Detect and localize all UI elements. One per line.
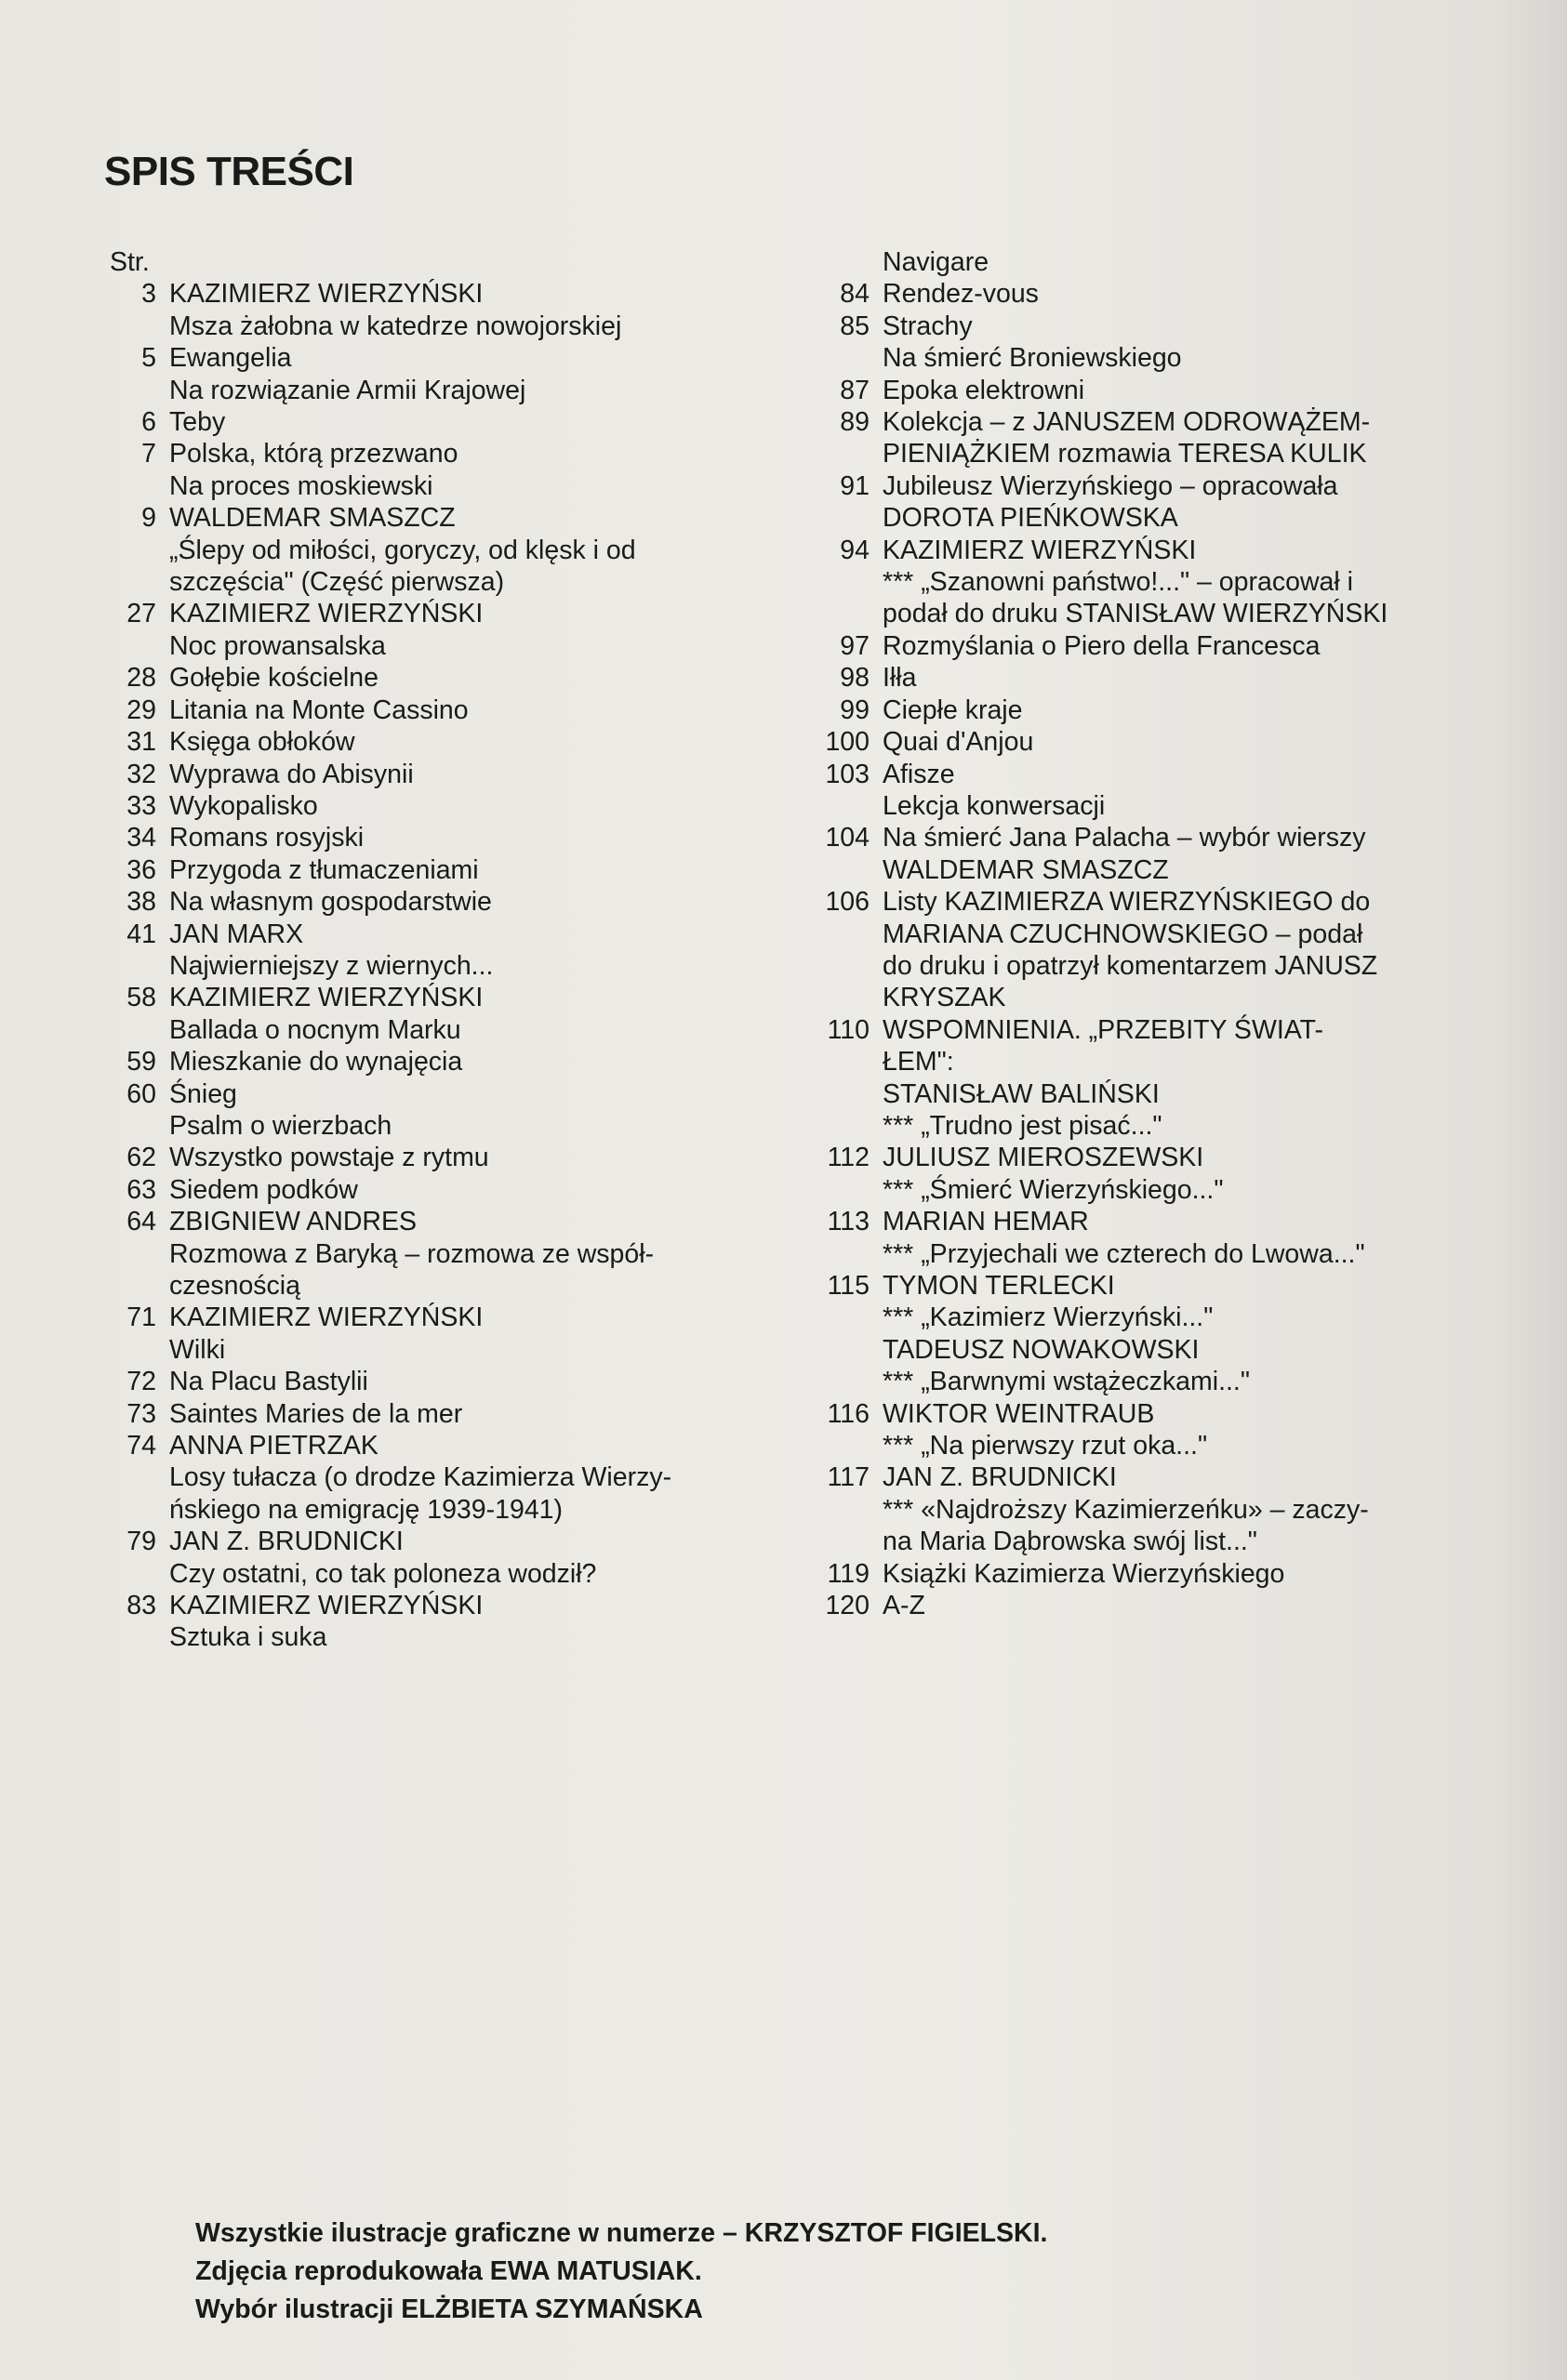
toc-entry [110,822,789,853]
toc-entry [818,470,1488,502]
toc-entry [818,1366,1488,1397]
toc-page-number: 89 [840,407,870,438]
toc-entry-text: JAN MARX [169,919,304,949]
toc-entry-text: Navigare [883,247,989,277]
toc-entry-text: *** „Na pierwszy rzut oka..." [883,1431,1208,1461]
credit-line: Wybór ilustracji ELŻBIETA SZYMAŃSKA [195,2294,703,2324]
toc-page-number: 103 [825,759,870,789]
toc-page-number: 94 [840,535,870,565]
toc-entry-text: ŁEM": [883,1047,954,1078]
toc-entry [110,535,789,566]
toc-entry [110,950,789,982]
toc-page-number [110,470,169,502]
toc-entry [818,919,1488,950]
toc-entry-text: ANNA PIETRZAK [169,1431,378,1461]
toc-entry-text: Na Placu Bastylii [169,1367,368,1397]
toc-entry-text: Księga obłoków [169,727,355,758]
toc-entry-text: Czy ostatni, co tak poloneza wodził? [169,1558,597,1589]
page-title: SPIS TREŚCI [104,149,354,194]
toc-entry [110,1558,789,1590]
toc-entry-text: czesnością [169,1271,300,1301]
toc-page-number: 113 [827,1207,870,1237]
toc-entry-text: ńskiego na emigrację 1939-1941) [169,1494,564,1525]
toc-page-number [818,982,883,1013]
page-column-label: Str. [110,247,150,277]
toc-page-number [110,950,169,982]
toc-page-number: 115 [827,1271,870,1301]
toc-entry [818,566,1488,598]
toc-entry [818,1334,1488,1366]
toc-entry-text: „Ślepy od miłości, goryczy, od klęsk i od [169,535,636,565]
toc-page-number: 34 [126,823,156,853]
toc-entry [818,278,1488,310]
toc-page-number [818,790,883,822]
toc-page-number: 73 [126,1398,156,1429]
toc-entry [818,535,1488,566]
toc-page-number [818,950,883,982]
toc-entry [818,886,1488,918]
toc-entry-text: Quai d'Anjou [883,727,1034,758]
toc-entry [818,246,1488,278]
toc-entry-text: WALDEMAR SMASZCZ [169,503,456,534]
toc-page-number [110,535,169,566]
toc-entry-text: *** „Śmierć Wierzyńskiego..." [883,1174,1224,1205]
toc-page-number: 85 [840,311,870,341]
toc-entry [110,438,789,469]
toc-page-number [110,1494,169,1526]
toc-page-number [818,342,883,374]
toc-page-number: 116 [827,1398,870,1429]
toc-entry [110,1334,789,1366]
toc-entry [818,630,1488,662]
toc-entry [110,278,789,310]
toc-entry-text: A-Z [883,1591,925,1621]
toc-page-number: 64 [126,1207,156,1237]
toc-entry [110,662,789,694]
toc-page-number [818,1334,883,1366]
toc-entry [818,342,1488,374]
toc-entry [110,1398,789,1430]
toc-page-number: 60 [126,1078,156,1109]
toc-page-number [110,1110,169,1142]
toc-entry [110,1590,789,1621]
toc-entry [818,1590,1488,1621]
toc-page-number [110,1238,169,1270]
toc-page-number: 98 [840,663,870,694]
toc-page-number [818,1302,883,1333]
toc-entry [818,726,1488,758]
toc-page-number [818,502,883,534]
toc-entry-text: Epoka elektrowni [883,375,1085,405]
toc-entry-text: Ewangelia [169,343,292,374]
toc-page-number: 112 [827,1143,870,1173]
toc-page-number: 97 [840,630,870,661]
toc-page-number [110,1334,169,1366]
toc-entry [110,726,789,758]
toc-page-number [110,1270,169,1302]
toc-page-number: 6 [141,407,156,438]
toc-page-number: 72 [126,1367,156,1397]
toc-page-number [818,1238,883,1270]
toc-entry-text: Śnieg [169,1078,237,1109]
toc-entry [818,1302,1488,1333]
toc-entry [818,438,1488,469]
toc-entry-text: Ballada o nocnym Marku [169,1014,461,1045]
toc-entry [110,1046,789,1078]
toc-entry-text: KAZIMIERZ WIERZYŃSKI [169,1302,484,1333]
toc-entry-text: MARIANA CZUCHNOWSKIEGO – podał [883,919,1363,949]
toc-page-number [110,1014,169,1046]
toc-entry [110,502,789,534]
toc-page-number: 5 [141,343,156,374]
toc-page-number: 3 [141,279,156,310]
toc-page-number [818,854,883,886]
toc-entry [110,1494,789,1526]
toc-entry-text: DOROTA PIEŃKOWSKA [883,503,1178,534]
toc-entry-text: szczęścia" (Część pierwsza) [169,567,505,598]
toc-entry [818,1142,1488,1173]
toc-entry-text: KAZIMIERZ WIERZYŃSKI [169,599,484,629]
toc-entry [818,1238,1488,1270]
toc-page-number: 87 [840,375,870,405]
toc-page-number: 29 [126,694,156,725]
toc-entry [110,1526,789,1557]
toc-page-number [110,1621,169,1653]
toc-entry-text: Romans rosyjski [169,823,365,853]
toc-entry [818,375,1488,406]
toc-entry [818,662,1488,694]
toc-entry-text: Książki Kazimierza Wierzyńskiego [883,1558,1285,1589]
toc-entry [818,502,1488,534]
toc-page-number: 71 [126,1302,156,1333]
toc-page-number [818,1110,883,1142]
toc-page-number: 41 [126,919,156,949]
toc-entry [818,1526,1488,1557]
toc-entry [110,982,789,1013]
toc-page-number: 74 [126,1431,156,1461]
toc-page-number [110,1461,169,1493]
toc-page-number: 31 [126,727,156,758]
toc-page-number: 28 [126,663,156,694]
toc-entry [110,311,789,342]
toc-page-number [818,1046,883,1078]
toc-entry-text: *** „Kazimierz Wierzyński..." [883,1302,1214,1333]
toc-page-number: 38 [126,887,156,918]
toc-entry-text: Listy KAZIMIERZA WIERZYŃSKIEGO do [883,887,1371,918]
toc-entry [818,982,1488,1013]
toc-entry [110,1270,789,1302]
toc-entry [110,759,789,790]
toc-entry-text: Rendez-vous [883,279,1039,310]
toc-page-number: 7 [141,439,156,469]
toc-entry [110,1366,789,1397]
toc-page-number: 59 [126,1047,156,1078]
toc-entry [818,854,1488,886]
toc-entry-text: Strachy [883,311,973,341]
credit-line: Wszystkie ilustracje graficzne w numerze – KRZYSZTOF FIGIELSKI. [195,2218,1048,2248]
toc-entry-text: Przygoda z tłumaczeniami [169,854,479,885]
toc-entry [110,566,789,598]
toc-entry [110,854,789,886]
toc-entry [818,1398,1488,1430]
toc-entry-text: WALDEMAR SMASZCZ [883,854,1169,885]
toc-entry-text: *** «Najdroższy Kazimierzeńku» – zaczy- [883,1494,1369,1525]
toc-entry [110,790,789,822]
toc-entry-text: Polska, którą przezwano [169,439,458,469]
toc-entry-text: Psalm o wierzbach [169,1110,392,1141]
toc-entry-text: KAZIMIERZ WIERZYŃSKI [169,279,484,310]
toc-entry-text: Na proces moskiewski [169,470,433,501]
toc-entry [110,1014,789,1046]
toc-page-number [818,919,883,950]
toc-entry-text: JAN Z. BRUDNICKI [883,1462,1117,1493]
toc-entry-text: Msza żałobna w katedrze nowojorskiej [169,311,622,341]
toc-page-number [818,1526,883,1557]
toc-entry [818,1270,1488,1302]
toc-entry-text: KAZIMIERZ WIERZYŃSKI [883,535,1197,565]
toc-page-number [110,311,169,342]
toc-page-number: 84 [840,279,870,310]
toc-page-number [818,1494,883,1526]
toc-entry-text: na Maria Dąbrowska swój list..." [883,1527,1257,1557]
toc-page-number: 27 [126,599,156,629]
toc-entry [818,1046,1488,1078]
toc-entry-text: KAZIMIERZ WIERZYŃSKI [169,1591,484,1621]
toc-entry [110,375,789,406]
toc-entry-text: do druku i opatrzył komentarzem JANUSZ [883,950,1378,981]
toc-entry [818,822,1488,853]
toc-page-number [818,1366,883,1397]
toc-entry-text: Sztuka i suka [169,1622,327,1653]
toc-page-number [818,1174,883,1206]
toc-entry-text: JULIUSZ MIEROSZEWSKI [883,1143,1204,1173]
toc-page-number: 9 [141,503,156,534]
toc-entry-text: Na śmierć Broniewskiego [883,343,1182,374]
toc-page-number [818,246,883,278]
toc-page-number: 91 [840,470,870,501]
toc-entry [818,1206,1488,1237]
toc-entry [110,1110,789,1142]
toc-entry-text: Saintes Maries de la mer [169,1398,463,1429]
toc-entry [818,759,1488,790]
toc-entry [818,1014,1488,1046]
toc-page-number [110,375,169,406]
toc-left-column [110,246,789,1654]
toc-page-number: 36 [126,854,156,885]
toc-page-number [818,566,883,598]
toc-entry [110,1238,789,1270]
toc-page-number: 100 [825,727,870,758]
toc-entry [110,1174,789,1206]
toc-entry [818,406,1488,438]
toc-entry-text: Rozmowa z Baryką – rozmowa ze współ- [169,1238,655,1269]
toc-entry-text: KAZIMIERZ WIERZYŃSKI [169,983,484,1013]
toc-entry-text: Wilki [169,1334,226,1365]
toc-page-number: 79 [126,1527,156,1557]
toc-entry-text: Na śmierć Jana Palacha – wybór wierszy [883,823,1366,853]
toc-page-number [110,1558,169,1590]
toc-entry-text: Wykopalisko [169,790,318,821]
toc-entry-text: Na własnym gospodarstwie [169,887,492,918]
toc-entry [818,790,1488,822]
toc-entry [818,311,1488,342]
toc-entry [110,886,789,918]
toc-entry [110,630,789,662]
toc-entry-text: Wszystko powstaje z rytmu [169,1143,489,1173]
toc-entry-text: *** „Szanowni państwo!..." – opracował i [883,567,1353,598]
toc-entry [818,1078,1488,1110]
toc-page-number [818,1078,883,1110]
toc-page-number [818,598,883,629]
toc-page-number: 33 [126,790,156,821]
toc-entry-text: MARIAN HEMAR [883,1207,1089,1237]
toc-entry-text: Afisze [883,759,955,789]
toc-page-number: 106 [825,887,870,918]
toc-entry [110,1621,789,1653]
toc-entry [110,1302,789,1333]
toc-page-number: 120 [825,1591,870,1621]
toc-entry-text: PIENIĄŻKIEM rozmawia TERESA KULIK [883,439,1367,469]
toc-entry-text: Ciepłe kraje [883,694,1023,725]
toc-entry [818,1110,1488,1142]
toc-entry-text: *** „Przyjechali we czterech do Lwowa..." [883,1238,1365,1269]
toc-page-number: 119 [827,1558,870,1589]
toc-entry [818,1461,1488,1493]
toc-entry-text: *** „Barwnymi wstążeczkami..." [883,1367,1250,1397]
toc-entry [110,598,789,629]
toc-entry [818,1494,1488,1526]
toc-entry-text: Noc prowansalska [169,630,386,661]
toc-page-number [110,566,169,598]
toc-entry [110,406,789,438]
toc-entry [818,694,1488,726]
toc-page-number [818,438,883,469]
toc-entry-text: Najwierniejszy z wiernych... [169,950,494,981]
toc-entry-text: STANISŁAW BALIŃSKI [883,1078,1160,1109]
toc-entry [110,1078,789,1110]
toc-entry-text: Litania na Monte Cassino [169,694,469,725]
toc-entry-text: Losy tułacza (o drodze Kazimierza Wierzy- [169,1462,672,1493]
toc-entry [110,1206,789,1237]
toc-entry-text: Rozmyślania o Piero della Francesca [883,630,1321,661]
toc-entry [818,1174,1488,1206]
toc-page-number: 32 [126,759,156,789]
toc-page-number: 104 [825,823,870,853]
toc-entry [818,1430,1488,1461]
toc-entry-text: Lekcja konwersacji [883,790,1106,821]
toc-entry-text: TADEUSZ NOWAKOWSKI [883,1334,1200,1365]
toc-entry [110,470,789,502]
toc-right-column [818,246,1488,1621]
toc-entry-text: Na rozwiązanie Armii Krajowej [169,375,526,405]
toc-page-number: 110 [827,1014,870,1045]
credit-line: Zdjęcia reprodukowała EWA MATUSIAK. [195,2256,702,2286]
toc-entry [110,342,789,374]
toc-entry [110,1461,789,1493]
toc-page-number: 63 [126,1174,156,1205]
toc-entry-text: Mieszkanie do wynajęcia [169,1047,463,1078]
toc-entry-text: Iłła [883,663,917,694]
toc-entry-text: Siedem podków [169,1174,358,1205]
toc-entry-text: WSPOMNIENIA. „PRZEBITY ŚWIAT- [883,1014,1323,1045]
toc-page-number: 58 [126,983,156,1013]
toc-page-number: 117 [827,1462,870,1493]
toc-entry-text: Gołębie kościelne [169,663,378,694]
toc-page-number: 83 [126,1591,156,1621]
toc-entry-text: Jubileusz Wierzyńskiego – opracowała [883,470,1338,501]
toc-entry-text: JAN Z. BRUDNICKI [169,1527,404,1557]
toc-entry-text: ZBIGNIEW ANDRES [169,1207,418,1237]
toc-entry-text: Wyprawa do Abisynii [169,759,414,789]
toc-page-number: 99 [840,694,870,725]
toc-entry [818,1558,1488,1590]
toc-page-number: 62 [126,1143,156,1173]
toc-entry-text: podał do druku STANISŁAW WIERZYŃSKI [883,599,1388,629]
toc-entry [818,950,1488,982]
toc-entry-text: TYMON TERLECKI [883,1271,1115,1301]
toc-entry-text: WIKTOR WEINTRAUB [883,1398,1155,1429]
toc-entry-text: *** „Trudno jest pisać..." [883,1110,1162,1141]
toc-page-number [110,630,169,662]
toc-page-number [818,1430,883,1461]
toc-entry [818,598,1488,629]
toc-entry-text: Teby [169,407,226,438]
illustration-credits [195,2215,1047,2329]
toc-entry-text: KRYSZAK [883,983,1006,1013]
toc-entry [110,1430,789,1461]
toc-entry [110,694,789,726]
toc-entry [110,919,789,950]
toc-entry [110,1142,789,1173]
toc-entry-text: Kolekcja – z JANUSZEM ODROWĄŻEM- [883,407,1371,438]
